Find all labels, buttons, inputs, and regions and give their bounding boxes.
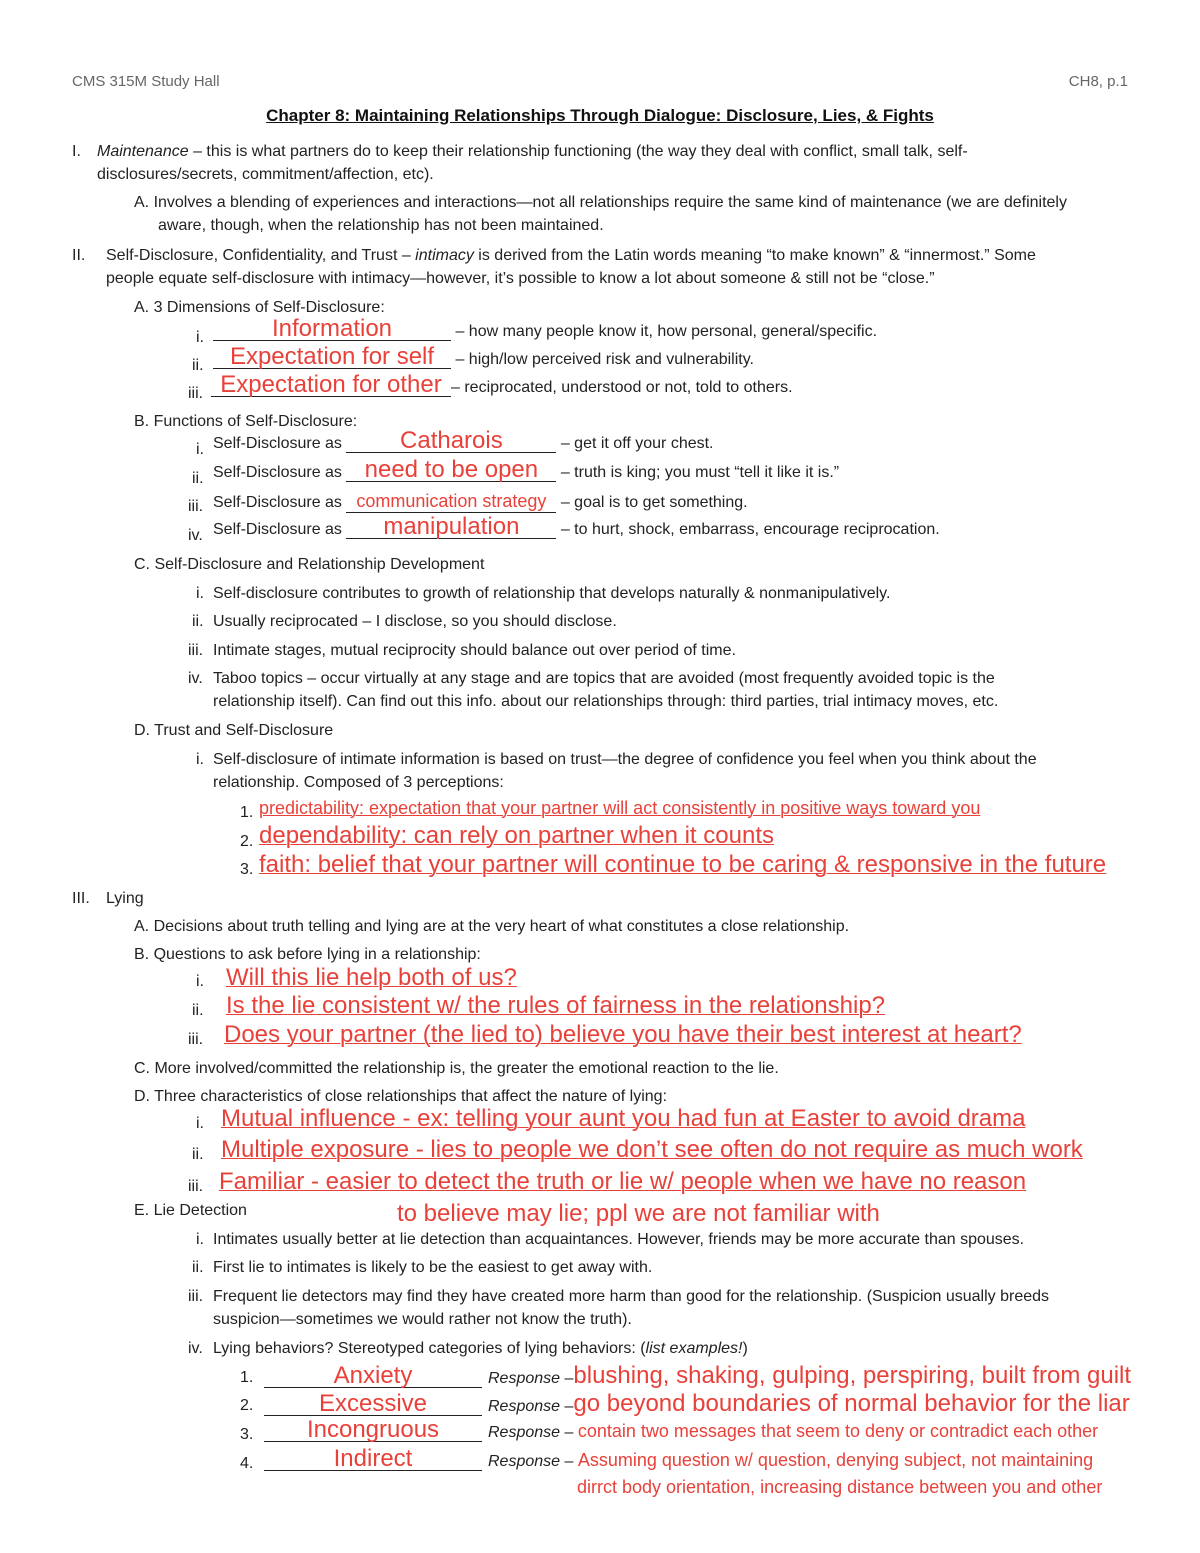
behavior-num-1: 1. [240, 1369, 254, 1386]
function-answer-1: Catharois [346, 430, 556, 453]
function-num-2: ii. [192, 470, 204, 487]
d-item-num: i. [196, 751, 204, 768]
characteristic-answer-3: Familiar - easier to detect the truth or lie w/ people when we have no reason [219, 1168, 1027, 1195]
section-3-number: III. [72, 890, 90, 907]
behavior-num-4: 4. [240, 1455, 254, 1472]
e-item-text-4-emphasis: list examples! [645, 1340, 743, 1357]
dimension-row-1 [213, 315, 878, 342]
page-header-right: CH8, p.1 [1068, 73, 1128, 90]
dimension-num-2: ii. [192, 357, 204, 374]
c-item-text-4: Taboo topics – occur virtually at any stage and are topics that are avoided (most frequently avoided topic is the [213, 670, 995, 687]
section-3-a: A. Decisions about truth telling and lying are at the very heart of what constitutes a close relationship. [134, 918, 850, 935]
section-3-d-heading: D. Three characteristics of close relationships that affect the nature of lying: [134, 1088, 668, 1105]
dimension-answer-1: Information [213, 318, 451, 341]
behavior-desc-4: Assuming question w/ question, denying subject, not maintaining [577, 1450, 1094, 1470]
behavior-response-2: Response [488, 1398, 561, 1415]
dimension-answer-3: Expectation for other [211, 374, 451, 397]
c-item-text-2: Usually reciprocated – I disclose, so you should disclose. [213, 613, 617, 630]
section-3-c: C. More involved/committed the relationship is, the greater the emotional reaction to the lie. [134, 1060, 779, 1077]
perception-num-1: 1. [240, 804, 254, 821]
behavior-row-1: Anxiety Response –blushing, shaking, gulping, perspiring, built from guilt [264, 1362, 1131, 1390]
perception-answer-1: predictability: expectation that your partner will act consistently in positive ways toward you [259, 798, 981, 818]
page-title: Chapter 8: Maintaining Relationships Through Dialogue: Disclosure, Lies, & Fights [266, 106, 934, 125]
e-item-num-3: iii. [188, 1288, 204, 1305]
function-rest-3: – goal is to get something. [556, 494, 748, 511]
section-2-number: II. [72, 247, 86, 264]
section-2-term: intimacy [415, 247, 474, 264]
function-row-2 [213, 456, 840, 483]
behavior-answer-3: Incongruous [264, 1419, 482, 1442]
characteristic-answer-1: Mutual influence - ex: telling your aunt you had fun at Easter to avoid drama [221, 1105, 1026, 1132]
dimension-rest-3: – reciprocated, understood or not, told to others. [451, 379, 793, 396]
section-2-c-heading: C. Self-Disclosure and Relationship Development [134, 556, 485, 573]
e-item-num-2: ii. [192, 1259, 204, 1276]
e-item-num-1: i. [196, 1231, 204, 1248]
section-2-b-heading: B. Functions of Self-Disclosure: [134, 413, 358, 430]
dimension-num-3: iii. [188, 385, 204, 402]
section-1-line-1 [97, 142, 968, 162]
function-rest-1: – get it off your chest. [556, 435, 714, 452]
behavior-desc-2: go beyond boundaries of normal behavior for the liar [573, 1390, 1130, 1417]
question-num-1: i. [196, 973, 204, 990]
function-num-3: iii. [188, 498, 204, 515]
dimension-rest-2: – high/low perceived risk and vulnerability. [451, 351, 754, 368]
e-item-text-4a: Lying behaviors? Stereotyped categories of lying behaviors: ( [213, 1340, 646, 1357]
section-2-line-1 [106, 246, 1036, 266]
function-num-4: iv. [188, 527, 203, 544]
question-answer-1: Will this lie help both of us? [226, 964, 517, 991]
c-item-text-4b: relationship itself). Can find out this info. about our relationships through: third parties, trial intimacy moves, etc. [213, 693, 999, 710]
dimension-answer-2: Expectation for self [213, 346, 451, 369]
behavior-response-4: Response [488, 1453, 561, 1470]
d-item-line-2: relationship. Composed of 3 perceptions: [213, 774, 504, 791]
function-pre-3: Self-Disclosure as [213, 494, 347, 511]
characteristic-num-3: iii. [188, 1178, 204, 1195]
c-item-num-2: ii. [192, 613, 204, 630]
c-item-num-3: iii. [188, 642, 204, 659]
question-num-2: ii. [192, 1002, 204, 1019]
behavior-desc-1: blushing, shaking, gulping, perspiring, built from guilt [573, 1362, 1132, 1389]
section-2-line-2: people equate self-disclosure with intimacy—however, it’s possible to know a lot about someone & still not be “close.” [106, 270, 935, 287]
section-2-d-heading: D. Trust and Self-Disclosure [134, 722, 334, 739]
page-header-left: CMS 315M Study Hall [72, 73, 220, 90]
e-item-num-4: iv. [188, 1340, 203, 1357]
behavior-row-3: Incongruous Response – contain two messages that seem to deny or contradict each other [264, 1419, 1098, 1443]
section-1-a-line-1: A. Involves a blending of experiences and interactions—not all relationships require the same kind of maintenance (we are definitely [134, 194, 1067, 211]
question-answer-3: Does your partner (the lied to) believe you have their best interest at heart? [224, 1021, 1022, 1048]
dimension-row-3 [211, 371, 793, 398]
function-num-1: i. [196, 441, 204, 458]
perception-answer-2: dependability: can rely on partner when it counts [259, 822, 774, 849]
function-pre-1: Self-Disclosure as [213, 435, 347, 452]
behavior-answer-4: Indirect [264, 1448, 482, 1471]
behavior-answer-2: Excessive [264, 1393, 482, 1416]
e-item-text-4 [213, 1339, 748, 1359]
e-item-text-4-close: ) [742, 1340, 748, 1357]
e-item-text-3b: suspicion—sometimes we would rather not know the truth). [213, 1311, 632, 1328]
section-2-a-heading: A. 3 Dimensions of Self-Disclosure: [134, 299, 385, 316]
section-1-a-line-2: aware, though, when the relationship has not been maintained. [158, 217, 604, 234]
section-3-e-heading: E. Lie Detection [134, 1202, 247, 1219]
section-2-text-1b: is derived from the Latin words meaning “to make known” & “innermost.” Some [473, 247, 1036, 264]
behavior-row-2: Excessive Response –go beyond boundaries of normal behavior for the liar [264, 1390, 1130, 1418]
function-row-3 [213, 490, 748, 513]
e-item-text-3: Frequent lie detectors may find they have created more harm than good for the relationship. (Suspicion usually breeds [213, 1288, 1050, 1305]
behavior-response-1: Response [488, 1370, 561, 1387]
behavior-row-4: Indirect Response – Assuming question w/ question, denying subject, not maintaining [264, 1448, 1093, 1472]
section-2-text-1a: Self-Disclosure, Confidentiality, and Trust – [106, 247, 416, 264]
behavior-response-3: Response [488, 1424, 561, 1441]
behavior-desc-4b: dirrct body orientation, increasing distance between you and other [577, 1477, 1103, 1497]
behavior-desc-3: contain two messages that seem to deny or contradict each other [577, 1421, 1099, 1441]
e-item-text-2: First lie to intimates is likely to be the easiest to get away with. [213, 1259, 653, 1276]
behavior-num-2: 2. [240, 1397, 254, 1414]
function-pre-2: Self-Disclosure as [213, 464, 347, 481]
dimension-num-1: i. [196, 329, 204, 346]
section-1-term: Maintenance [97, 143, 189, 160]
question-answer-2: Is the lie consistent w/ the rules of fairness in the relationship? [226, 992, 886, 1019]
perception-answer-3: faith: belief that your partner will continue to be caring & responsive in the future [259, 851, 1107, 878]
behavior-answer-1: Anxiety [264, 1365, 482, 1388]
function-row-4 [213, 513, 940, 540]
question-num-3: iii. [188, 1031, 204, 1048]
function-answer-3: communication strategy [346, 490, 556, 513]
c-item-text-1: Self-disclosure contributes to growth of relationship that develops naturally & nonmanipulatively. [213, 585, 891, 602]
function-row-1 [213, 427, 714, 454]
perception-num-2: 2. [240, 833, 254, 850]
c-item-num-1: i. [196, 585, 204, 602]
section-1-line-2: disclosures/secrets, commitment/affection, etc). [97, 166, 434, 183]
section-3-b-heading: B. Questions to ask before lying in a relationship: [134, 946, 481, 963]
behavior-num-3: 3. [240, 1426, 254, 1443]
section-1-text-1: – this is what partners do to keep their relationship functioning (the way they deal with conflict, small talk, self- [188, 143, 968, 160]
section-3-label: Lying [106, 890, 144, 907]
c-item-num-4: iv. [188, 670, 203, 687]
e-item-text-1: Intimates usually better at lie detection than acquaintances. However, friends may be more accurate than spouses. [213, 1231, 1025, 1248]
d-item-line-1: Self-disclosure of intimate information is based on trust—the degree of confidence you feel when you think about the [213, 751, 1037, 768]
function-rest-2: – truth is king; you must “tell it like it is.” [556, 464, 840, 481]
dimension-row-2 [213, 343, 754, 370]
section-1-number: I. [72, 143, 81, 160]
characteristic-num-1: i. [196, 1115, 204, 1132]
characteristic-num-2: ii. [192, 1146, 204, 1163]
characteristic-answer-2: Multiple exposure - lies to people we don’t see often do not require as much work [221, 1136, 1083, 1163]
perception-num-3: 3. [240, 861, 254, 878]
c-item-text-3: Intimate stages, mutual reciprocity should balance out over period of time. [213, 642, 736, 659]
characteristic-answer-3b: to believe may lie; ppl we are not familiar with [397, 1200, 880, 1227]
function-pre-4: Self-Disclosure as [213, 521, 347, 538]
function-answer-2: need to be open [346, 459, 556, 482]
dimension-rest-1: – how many people know it, how personal, general/specific. [451, 323, 878, 340]
function-answer-4: manipulation [346, 516, 556, 539]
function-rest-4: – to hurt, shock, embarrass, encourage reciprocation. [556, 521, 940, 538]
